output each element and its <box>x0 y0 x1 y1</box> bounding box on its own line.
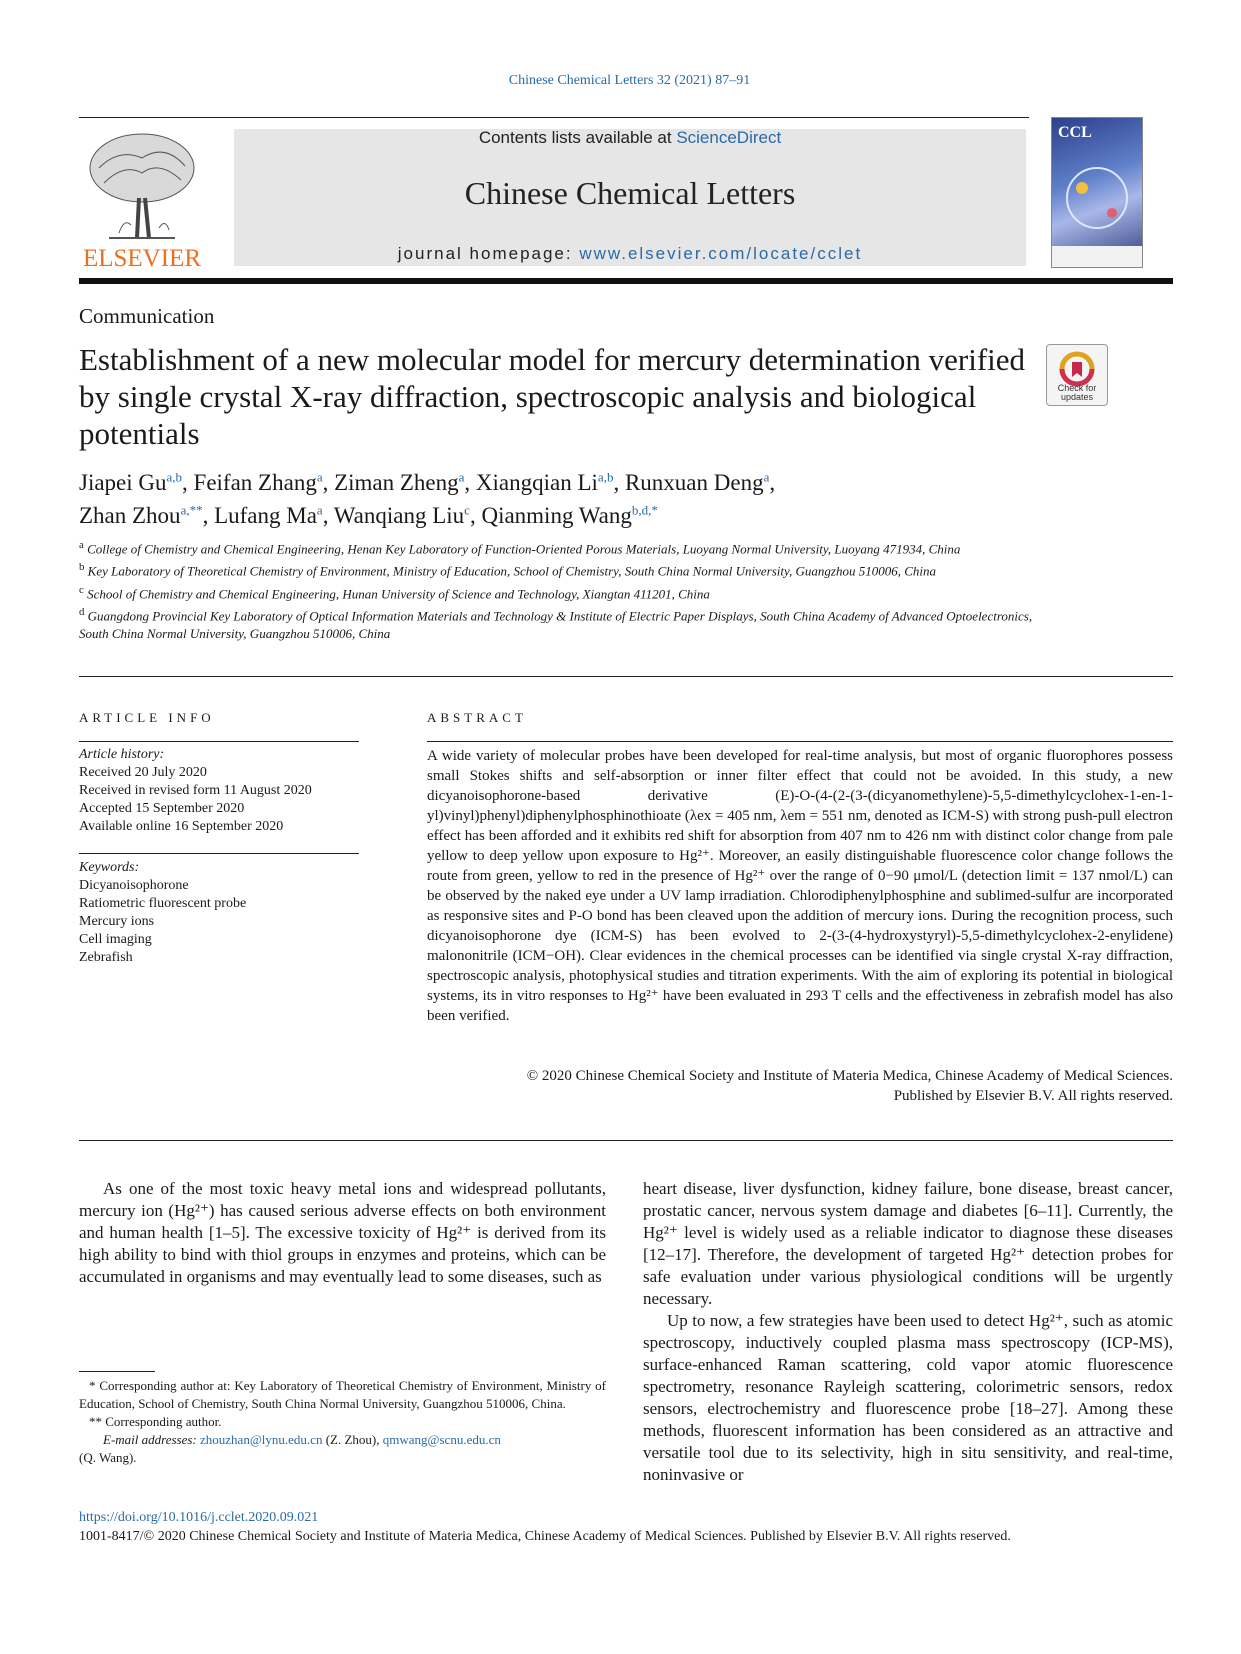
author[interactable]: Wanqiang Liu$^c$, <box>333 502 482 529</box>
abstract-text: A wide variety of molecular probes have been developed for real-time analysis, but most of organic fluorophores possess small Stokes shifts and self-absorption or inner filter effect that could not be avoided. In this study, a new dicyanoisophorone-based derivative (E)-O-(4-(2-(3-(dicyanomethylene)-5,5-dimethylcyclohex-1-en-1-yl)vinyl)phenyl)diphenylphosphinothioate (λex = 405 nm, λem = 551 nm, denoted as ICM-S) with strong push-pull electron effect has been afforded and it exhibits red shift for absorption from 407 nm to 426 nm with distinct color change from pale yellow to deep yellow upon exposure to Hg²⁺. Moreover, an easily distinguishable fluorescence color change follows the route from green, yellow to red in the presence of Hg²⁺ over the range of 0−90 μmol/L (detection limit = 137 nmol/L) can be observed by the naked eye under a UV lamp irradiation. Chlorodiphenylphosphine and sublimed-sulfur are incorporated as responsive sites and P-O bond has been cleaved upon the addition of mercury ions. During the recognition process, such dicyanoisophorone dye (ICM-S) has been evolved to 2-(3-(4-hydroxystyryl)-5,5-dimethylcyclohex-2-enylidene) malononitrile (ICM−OH). Clear evidences in the chemical processes can be identified via single crystal X-ray diffraction, spectroscopic analysis, photophysical studies and titration experiments. With the aim of exploring its potential in biological systems, its in vitro responses to Hg²⁺ have been evaluated in 293 T cells and the effectiveness in zebrafish model has also been verified. <box>427 748 1173 1024</box>
issn-copyright: 1001-8417/© 2020 Chinese Chemical Society and Institute of Materia Medica, Chinese Academy of Medical Sciences. Published by Elsevier B.V. All rights reserved. <box>79 1529 1011 1544</box>
history-item: Available online 16 September 2020 <box>79 819 284 834</box>
contents-prefix: Contents lists available at <box>478 128 677 147</box>
author-list <box>79 463 1079 530</box>
header-rule <box>79 117 1029 118</box>
author[interactable]: Qianming Wang$^{b,d,*}$ <box>481 502 658 529</box>
abstract-rule <box>427 741 1173 742</box>
abstract-copyright <box>427 1066 1173 1106</box>
check-updates-label: Check for updates <box>1057 383 1097 402</box>
body-paragraph: heart disease, liver dysfunction, kidney failure, bone disease, breast cancer, prostatic cancer, nervous system damage and diabetes [6–11]. Currently, the Hg²⁺ level is widely used as a reliable indicator to diagnose these diseases [12–17]. Therefore, the development of targeted Hg²⁺ detection probes for safe evaluation under various physiological conditions will be urgently necessary. <box>643 1179 1173 1308</box>
email-owner: (Q. Wang). <box>79 1450 137 1465</box>
history-item: Received in revised form 11 August 2020 <box>79 783 312 798</box>
body-paragraph: As one of the most toxic heavy metal ions and widespread pollutants, mercury ion (Hg²⁺) has caused serious adverse effects on both environment and human health [1–5]. The excessive toxicity of Hg²⁺ is derived from its high ability to bind with thiol groups in enzymes and proteins, which can be accumulated in organisms and may eventually lead to some diseases, such as <box>79 1179 606 1286</box>
footnote: * Corresponding author at: Key Laboratory of Theoretical Chemistry of Environment, Ministry of Education, School of Chemistry, South China Normal University, Guangzhou 510006, China. <box>79 1378 606 1411</box>
body-column-right <box>643 1178 1173 1486</box>
doi-link[interactable]: https://doi.org/10.1016/j.cclet.2020.09.021 <box>79 1510 319 1525</box>
affiliations-rule <box>79 676 1173 677</box>
abstract-heading: ABSTRACT <box>427 710 527 725</box>
author[interactable]: Xiangqian Li$^{a,b}$, <box>475 469 625 495</box>
journal-name: Chinese Chemical Letters <box>464 175 796 211</box>
footnote-rule <box>79 1371 155 1372</box>
header-thick-rule <box>79 278 1173 284</box>
body-column-left <box>79 1178 606 1288</box>
affiliations <box>79 536 1039 643</box>
keyword: Zebrafish <box>79 950 133 965</box>
journal-reference-link[interactable]: Chinese Chemical Letters 32 (2021) 87–91 <box>508 73 751 88</box>
keywords-label: Keywords: <box>79 860 140 875</box>
keyword: Dicyanoisophorone <box>79 878 189 893</box>
cover-title: CCL <box>1058 124 1092 141</box>
contents-line <box>234 128 1026 148</box>
email-link[interactable]: zhouzhan@lynu.edu.cn <box>200 1432 323 1447</box>
check-for-updates-button[interactable] <box>1046 344 1108 406</box>
affiliation: $^d$ Guangdong Provincial Key Laboratory of Optical Information Materials and Technology & Institute of Electric Paper Displays, South China Academy of Advanced Optoelectronics, South China Normal University, Guangzhou 510006, China <box>79 605 1033 642</box>
author[interactable]: Zhan Zhou$^{a,**}$, <box>79 502 215 529</box>
keyword: Cell imaging <box>79 932 152 947</box>
history-item: Accepted 15 September 2020 <box>79 801 245 816</box>
footnote-emails <box>79 1431 606 1449</box>
elsevier-tree-icon <box>79 128 205 270</box>
body-paragraph: Up to now, a few strategies have been used to detect Hg²⁺, such as atomic spectroscopy, inductively coupled plasma mass spectroscopy (ICP-MS), surface-enhanced Raman scattering, cold vapor atomic fluorescence spectrometry, resonance Rayleigh scattering, colorimetric sensors, redox sensors, electrochemistry and fluorescence probe [18–27]. Among these methods, fluorescent information has been considered as an attractive and versatile tool due to its selectivity, high in situ sensitivity, and real-time, noninvasive or <box>643 1311 1173 1484</box>
author[interactable]: Ziman Zheng$^a$, <box>334 469 476 495</box>
homepage-line <box>234 244 1026 264</box>
author[interactable]: Jiapei Gu$^{a,b}$, <box>79 469 194 495</box>
keyword: Ratiometric fluorescent probe <box>79 896 247 911</box>
affiliation: $^c$ School of Chemistry and Chemical Engineering, Hunan University of Science and Technology, Xiangtan 411201, China <box>79 583 710 601</box>
history-label: Article history: <box>79 747 165 762</box>
affiliation: $^b$ Key Laboratory of Theoretical Chemistry of Environment, Ministry of Education, School of Chemistry, South China Normal University, Guangzhou 510006, China <box>79 561 937 579</box>
info-rule <box>79 741 359 742</box>
abstract-end-rule <box>79 1140 1173 1141</box>
author[interactable]: Runxuan Deng$^a$, <box>624 469 776 495</box>
elsevier-wordmark: ELSEVIER <box>82 245 202 270</box>
author[interactable]: Feifan Zhang$^a$, <box>193 469 335 495</box>
homepage-prefix: journal homepage: <box>397 244 580 263</box>
info-rule <box>79 853 359 854</box>
sciencedirect-link[interactable]: ScienceDirect <box>676 128 782 147</box>
affiliation: $^a$ College of Chemistry and Chemical Engineering, Henan Key Laboratory of Function-Oriented Porous Materials, Luoyang Normal University, Luoyang 471934, China <box>79 539 961 557</box>
article-title: Establishment of a new molecular model for mercury determination verified by single crystal X-ray diffraction, spectroscopic analysis and biological potentials <box>79 342 1026 451</box>
email-owner: (Z. Zhou), <box>322 1432 383 1447</box>
history-item: Received 20 July 2020 <box>79 765 207 780</box>
homepage-link[interactable]: www.elsevier.com/locate/cclet <box>579 244 863 263</box>
copyright-line: Published by Elsevier B.V. All rights reserved. <box>893 1088 1173 1104</box>
article-history <box>79 746 312 836</box>
author[interactable]: Lufang Ma$^a$, <box>214 502 334 529</box>
keyword: Mercury ions <box>79 914 155 929</box>
footnote: ** Corresponding author. <box>89 1414 222 1429</box>
elsevier-logo[interactable] <box>79 128 205 270</box>
keywords <box>79 859 246 967</box>
copyright-line: © 2020 Chinese Chemical Society and Institute of Materia Medica, Chinese Academy of Medical Sciences. <box>526 1068 1173 1084</box>
article-type: Communication <box>79 304 215 328</box>
cover-artwork-icon <box>1052 118 1142 267</box>
article-info-heading: ARTICLE INFO <box>79 710 215 725</box>
footnotes <box>79 1377 606 1467</box>
journal-cover-image[interactable] <box>1051 117 1143 268</box>
email-label: E-mail addresses: <box>103 1432 201 1447</box>
email-link[interactable]: qmwang@scnu.edu.cn <box>382 1432 501 1447</box>
